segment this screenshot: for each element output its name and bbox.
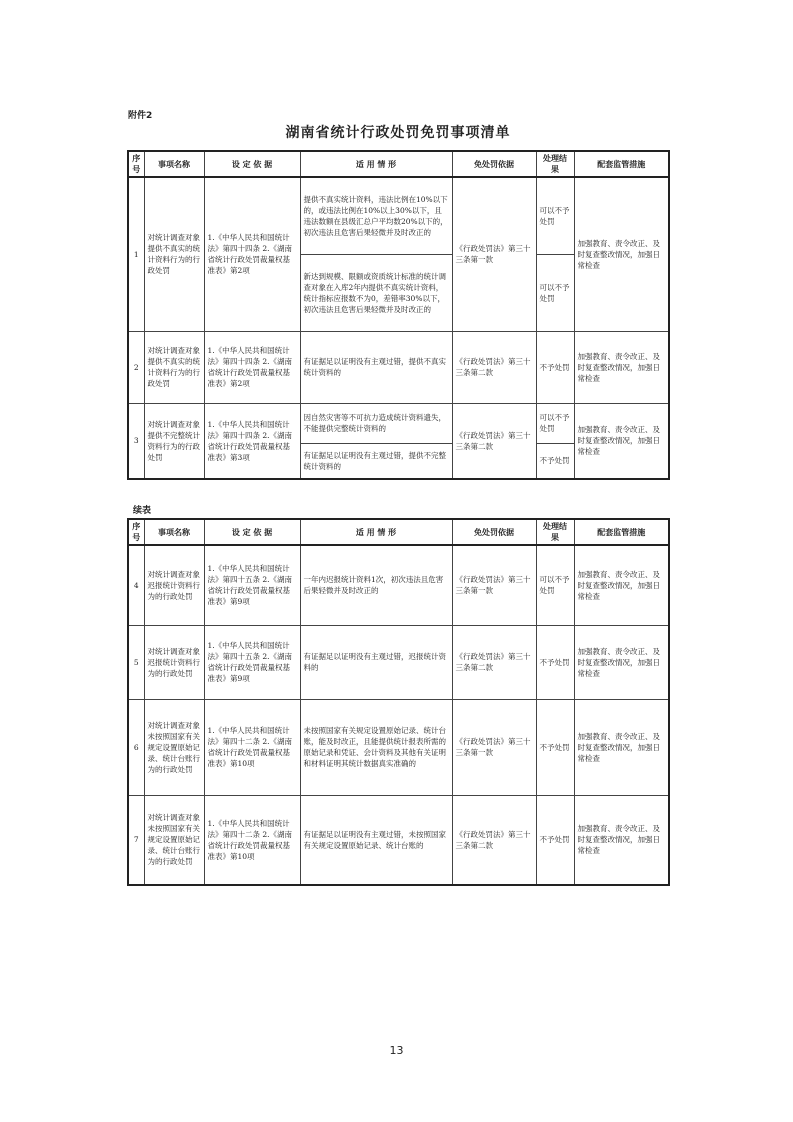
row-measure: 加强教育、责令改正、及时复查整改情况，加强日常检查: [574, 699, 669, 795]
table-row: [128, 545, 669, 625]
table-row: [128, 177, 669, 254]
row-case: 有证据足以证明没有主观过错，迟报统计资料的: [300, 625, 452, 699]
row-result: 可以不予处罚: [536, 403, 574, 443]
row-name: 对统计调查对象提供不真实的统计资料行为的行政处罚: [144, 177, 204, 331]
table-row: [128, 699, 669, 795]
row-basis: 1.《中华人民共和国统计法》第四十五条 2.《湖南省统计行政处罚裁量权基准表》第9项: [204, 625, 300, 699]
row-result: 可以不予处罚: [536, 254, 574, 331]
row-case: 因自然灾害等不可抗力造成统计资料遗失，不能提供完整统计资料的: [300, 403, 452, 443]
row-no: 1: [128, 177, 144, 331]
row-no: 4: [128, 545, 144, 625]
table-row: [128, 625, 669, 699]
continued-label: 续表: [133, 506, 152, 516]
header-name: 事项名称: [144, 519, 204, 545]
row-exempt: 《行政处罚法》第三十三条第二款: [452, 403, 536, 479]
row-measure: 加强教育、责令改正、及时复查整改情况，加强日常检查: [574, 331, 669, 403]
header-exempt: 免处罚依据: [452, 519, 536, 545]
row-case: 有证据足以证明没有主观过错，提供不真实统计资料的: [300, 331, 452, 403]
table-header-row: [128, 151, 669, 177]
table-header-row: [128, 519, 669, 545]
penalty-exemption-table-continued: [127, 518, 670, 886]
row-basis: 1.《中华人民共和国统计法》第四十四条 2.《湖南省统计行政处罚裁量权基准表》第3项: [204, 403, 300, 479]
row-basis: 1.《中华人民共和国统计法》第四十四条 2.《湖南省统计行政处罚裁量权基准表》第2项: [204, 331, 300, 403]
header-name: 事项名称: [144, 151, 204, 177]
row-exempt: 《行政处罚法》第三十三条第一款: [452, 699, 536, 795]
row-case: 未按照国家有关规定设置原始记录、统计台账，能及时改正，且能提供统计报表所需的原始记录和凭证、会计资料及其他有关证明和材料证明其统计数据真实准确的: [300, 699, 452, 795]
row-no: 2: [128, 331, 144, 403]
header-cases: 适 用 情 形: [300, 519, 452, 545]
row-exempt: 《行政处罚法》第三十三条第二款: [452, 331, 536, 403]
row-name: 对统计调查对象提供不真实的统计资料行为的行政处罚: [144, 331, 204, 403]
row-no: 7: [128, 795, 144, 885]
header-no: 序号: [128, 151, 144, 177]
attachment-label: 附件2: [128, 111, 153, 121]
row-measure: 加强教育、责令改正、及时复查整改情况，加强日常检查: [574, 545, 669, 625]
page-number: 13: [389, 1044, 404, 1057]
row-result: 不予处罚: [536, 625, 574, 699]
row-no: 6: [128, 699, 144, 795]
row-result: 不予处罚: [536, 443, 574, 479]
row-result: 不予处罚: [536, 795, 574, 885]
row-name: 对统计调查对象未按照国家有关规定设置原始记录、统计台账行为的行政处罚: [144, 795, 204, 885]
header-measure: 配套监管措施: [574, 519, 669, 545]
document-title: 湖南省统计行政处罚免罚事项清单: [285, 125, 511, 141]
row-no: 5: [128, 625, 144, 699]
row-measure: 加强教育、责令改正、及时复查整改情况，加强日常检查: [574, 403, 669, 479]
row-basis: 1.《中华人民共和国统计法》第四十二条 2.《湖南省统计行政处罚裁量权基准表》第10项: [204, 795, 300, 885]
table-row: [128, 795, 669, 885]
row-exempt: 《行政处罚法》第三十三条第二款: [452, 625, 536, 699]
header-result: 处理结果: [536, 151, 574, 177]
row-name: 对统计调查对象迟报统计资料行为的行政处罚: [144, 545, 204, 625]
header-measure: 配套监管措施: [574, 151, 669, 177]
row-case: 一年内迟报统计资料1次，初次违法且危害后果轻微并及时改正的: [300, 545, 452, 625]
row-basis: 1.《中华人民共和国统计法》第四十二条 2.《湖南省统计行政处罚裁量权基准表》第10项: [204, 699, 300, 795]
penalty-exemption-table: [127, 150, 670, 480]
row-measure: 加强教育、责令改正、及时复查整改情况，加强日常检查: [574, 795, 669, 885]
row-measure: 加强教育、责令改正、及时复查整改情况，加强日常检查: [574, 177, 669, 331]
row-no: 3: [128, 403, 144, 479]
row-result: 可以不予处罚: [536, 545, 574, 625]
row-case: 提供不真实统计资料，违法比例在10%以下的，或违法比例在10%以上30%以下，且违法数额在县级汇总户平均数20%以下的，初次违法且危害后果轻微并及时改正的: [300, 177, 452, 254]
header-exempt: 免处罚依据: [452, 151, 536, 177]
row-name: 对统计调查对象提供不完整统计资料行为的行政处罚: [144, 403, 204, 479]
header-result: 处理结果: [536, 519, 574, 545]
row-case: 新达到规模、限额或资质统计标准的统计调查对象在入库2年内提供不真实统计资料，统计指标应报数不为0，差错率30%以下，初次违法且危害后果轻微并及时改正的: [300, 254, 452, 331]
table-row: [128, 331, 669, 403]
row-name: 对统计调查对象未按照国家有关规定设置原始记录、统计台账行为的行政处罚: [144, 699, 204, 795]
header-basis: 设 定 依 据: [204, 519, 300, 545]
table-row: [128, 403, 669, 443]
row-exempt: 《行政处罚法》第三十三条第一款: [452, 545, 536, 625]
row-exempt: 《行政处罚法》第三十三条第二款: [452, 795, 536, 885]
header-no: 序号: [128, 519, 144, 545]
row-result: 不予处罚: [536, 699, 574, 795]
row-basis: 1.《中华人民共和国统计法》第四十五条 2.《湖南省统计行政处罚裁量权基准表》第9项: [204, 545, 300, 625]
row-result: 可以不予处罚: [536, 177, 574, 254]
row-case: 有证据足以证明没有主观过错，未按照国家有关规定设置原始记录、统计台账的: [300, 795, 452, 885]
row-name: 对统计调查对象迟报统计资料行为的行政处罚: [144, 625, 204, 699]
row-case: 有证据足以证明没有主观过错，提供不完整统计资料的: [300, 443, 452, 479]
row-exempt: 《行政处罚法》第三十三条第一款: [452, 177, 536, 331]
row-basis: 1.《中华人民共和国统计法》第四十四条 2.《湖南省统计行政处罚裁量权基准表》第2项: [204, 177, 300, 331]
header-cases: 适 用 情 形: [300, 151, 452, 177]
header-basis: 设 定 依 据: [204, 151, 300, 177]
row-measure: 加强教育、责令改正、及时复查整改情况，加强日常检查: [574, 625, 669, 699]
row-result: 不予处罚: [536, 331, 574, 403]
